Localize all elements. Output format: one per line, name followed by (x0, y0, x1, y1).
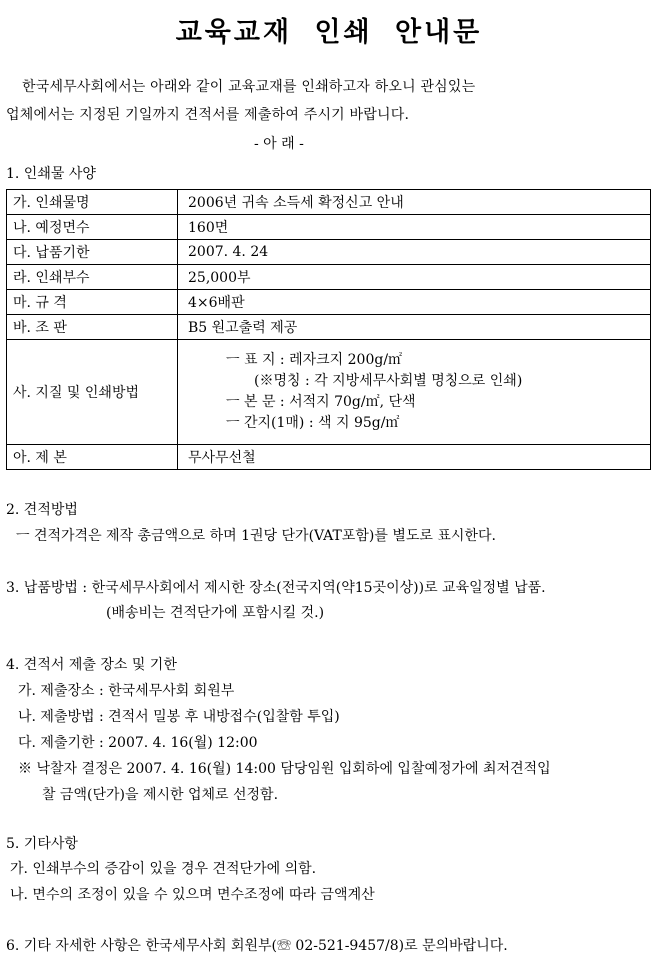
section-4-note-1: ※ 낙찰자 결정은 2007. 4. 16(월) 14:00 담당임원 입회하에 입찰예정가에 최저견적입 (18, 761, 551, 777)
spec-table (6, 189, 651, 470)
spec-value: 2006년 귀속 소득세 확정신고 안내 (178, 190, 651, 215)
section-4-method: 나. 제출방법 : 견적서 밀봉 후 내방접수(입찰함 투입) (18, 709, 340, 725)
paper-details (178, 340, 651, 445)
section-4-note-2: 찰 금액(단가)을 제시한 업체로 선정함. (42, 787, 279, 803)
paper-line-note: (※명칭 : 각 지방세무사회별 명칭으로 인쇄) (254, 373, 523, 389)
spec-row (7, 290, 651, 315)
intro-line-1: 한국세무사회에서는 아래와 같이 교육교재를 인쇄하고자 하오니 관심있는 (22, 79, 476, 95)
section-6-text: 6. 기타 자세한 사항은 한국세무사회 회원부(☏ 02-521-9457/8)로 문의바랍니다. (6, 938, 508, 954)
section-4-heading: 4. 견적서 제출 장소 및 기한 (6, 657, 177, 673)
section-4-place: 가. 제출장소 : 한국세무사회 회원부 (18, 683, 235, 699)
spec-label: 나. 예정면수 (7, 215, 178, 240)
spec-row (7, 240, 651, 265)
spec-value: 2007. 4. 24 (178, 240, 651, 265)
section-2-heading: 2. 견적방법 (6, 502, 78, 518)
spec-value: 4×6배판 (178, 290, 651, 315)
spec-row (7, 190, 651, 215)
section-3-note: (배송비는 견적단가에 포함시킬 것.) (106, 605, 325, 621)
section-5-item-1: 가. 인쇄부수의 증감이 있을 경우 견적단가에 의함. (10, 861, 317, 877)
spec-value: 무사무선철 (178, 445, 651, 470)
below-heading: - 아 래 - (254, 136, 304, 152)
section-5-heading: 5. 기타사항 (6, 836, 78, 852)
spec-label: 라. 인쇄부수 (7, 265, 178, 290)
spec-value: B5 원고출력 제공 (178, 315, 651, 340)
spec-label: 마. 규 격 (7, 290, 178, 315)
spec-label: 다. 납품기한 (7, 240, 178, 265)
spec-label: 바. 조 판 (7, 315, 178, 340)
spec-row (7, 265, 651, 290)
spec-value: 25,000부 (178, 265, 651, 290)
spec-row (7, 315, 651, 340)
spec-value: 160면 (178, 215, 651, 240)
paper-line-insert: ㅡ 간지(1매) : 색 지 95g/㎡ (226, 415, 400, 431)
section-2-text: ㅡ 견적가격은 제작 총금액으로 하며 1권당 단가(VAT포함)를 별도로 표시한다. (16, 528, 496, 544)
spec-row-paper (7, 340, 651, 445)
spec-label: 아. 제 본 (7, 445, 178, 470)
spec-row (7, 215, 651, 240)
spec-row (7, 445, 651, 470)
document-title: 교육교재 인쇄 안내문 (175, 17, 483, 48)
paper-line-cover: ㅡ 표 지 : 레자크지 200g/㎡ (226, 352, 403, 368)
intro-line-2: 업체에서는 지정된 기일까지 견적서를 제출하여 주시기 바랍니다. (6, 107, 410, 123)
section-1-heading: 1. 인쇄물 사양 (6, 166, 96, 182)
spec-label: 가. 인쇄물명 (7, 190, 178, 215)
section-5-item-2: 나. 면수의 조정이 있을 수 있으며 면수조정에 따라 금액계산 (10, 887, 375, 903)
paper-line-body: ㅡ 본 문 : 서적지 70g/㎡, 단색 (226, 394, 416, 410)
section-3-text: 3. 납품방법 : 한국세무사회에서 제시한 장소(전국지역(약15곳이상))로 교육일정별 납품. (6, 580, 546, 596)
section-4-deadline: 다. 제출기한 : 2007. 4. 16(월) 12:00 (18, 735, 258, 751)
paper-label: 사. 지질 및 인쇄방법 (7, 340, 178, 445)
